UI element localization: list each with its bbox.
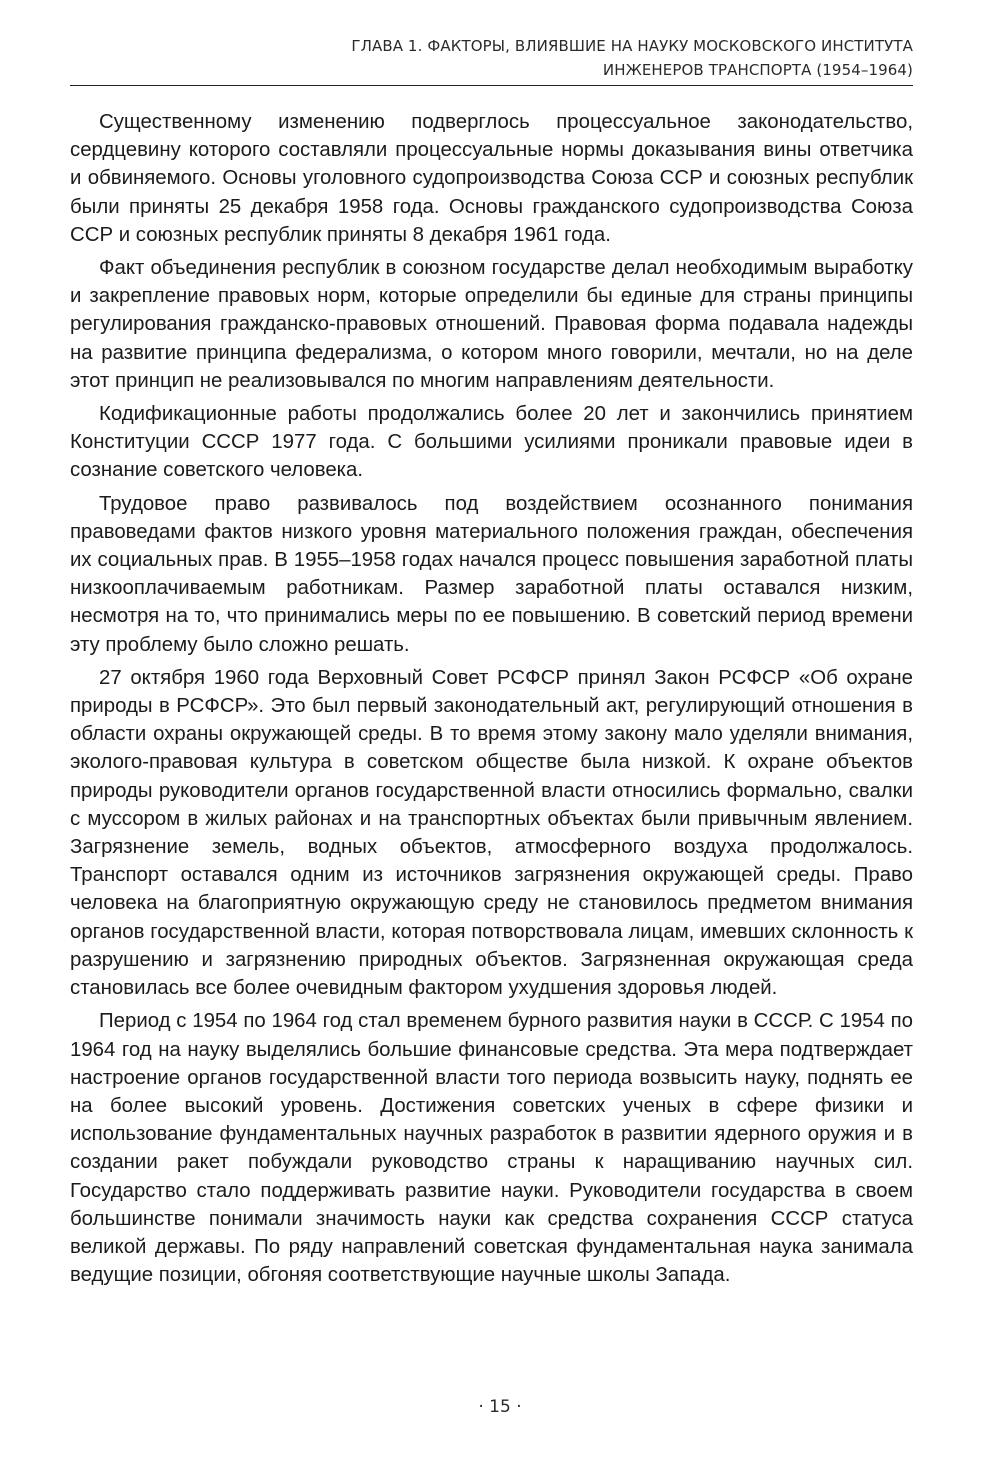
body-text xyxy=(70,108,913,1289)
paragraph-procedural-law: Существенному изменению подверглось процессуальное законодательство, сердцевину которого составляли процессуальные нормы доказывания вины ответчика и обвиняемого. Основы уголовного судопроизводства Союза ССР и союзных республик были приняты 25 декабря 1958 года. Основы гражданского судопроизводства Союза ССР и союзных республик приняты 8 декабря 1961 года. xyxy=(70,111,913,246)
paragraph-environmental-law: 27 октября 1960 года Верховный Совет РСФСР принял Закон РСФСР «Об охране природы в РСФСР». Это был первый законодательный акт, регулирующий отношения в области охраны окружающей среды. В то время этому закону мало уделяли внимания, эколого-правовая культура в советском обществе была низкой. К охране объектов природы руководители органов государственной власти относились формально, свалки с муссором в жилых районах и на транспортных объектах были привычным явлением. Загрязнение земель, водных объектов, атмосферного воздуха продолжалось. Транспорт оставался одним из источников загрязнения окружающей среды. Право человека на благоприятную окружающую среду не становилось предметом внимания органов государственной власти, которая потворствовала лицам, имевших склонность к разрушению и загрязнению природных объектов. Загрязненная окружающая среда становилась все более очевидным фактором ухудшения здоровья людей. xyxy=(70,666,913,1000)
running-header-line-2: ИНЖЕНЕРОВ ТРАНСПОРТА (1954–1964) xyxy=(602,61,913,79)
paragraph-federalism: Факт объединения республик в союзном государстве делал необходимым выработку и закрепление правовых норм, которые определили бы единые для страны принципы регулирования гражданско-правовых отношений. Правовая форма подавала надежды на развитие принципа федерализма, о котором много говорили, мечтали, но на деле этот принцип не реализовывался по многим направлениям деятельности. xyxy=(70,257,913,392)
paragraph-labor-law: Трудовое право развивалось под воздействием осознанного понимания правоведами фактов низкого уровня материального положения граждан, обеспечения их социальных прав. В 1955–1958 годах начался процесс повышения заработной платы низкооплачиваемым работникам. Размер заработной платы оставался низким, несмотря на то, что принимались меры по ее повышению. В советский период времени эту проблему было сложно решать. xyxy=(70,492,913,656)
paragraph-science-development: Период с 1954 по 1964 год стал временем бурного развития науки в СССР. С 1954 по 1964 год на науку выделялись большие финансовые средства. Эта мера подтверждает настроение органов государственной власти того периода возвысить науку, поднять ее на более высокий уровень. Достижения советских ученых в сфере физики и использование фундаментальных научных разработок в развитии ядерного оружия и в создании ракет побуждали руководство страны к наращиванию научных сил. Государство стало поддерживать развитие науки. Руководители государства в своем большинстве понимали значимость науки как средства сохранения СССР статуса великой державы. По ряду направлений советская фундаментальная наука занимала ведущие позиции, обгоняя соответствующие научные школы Запада. xyxy=(70,1010,913,1287)
paragraph-codification: Кодификационные работы продолжались более 20 лет и закончились принятием Конституции СССР 1977 года. С большими усилиями проникали правовые идеи в сознание советского человека. xyxy=(70,403,913,482)
running-header-line-1: ГЛАВА 1. ФАКТОРЫ, ВЛИЯВШИЕ НА НАУКУ МОСКОВСКОГО ИНСТИТУТА xyxy=(351,37,913,55)
page-number: · 15 · xyxy=(478,1397,522,1417)
running-header xyxy=(70,34,913,86)
page xyxy=(70,34,913,1289)
